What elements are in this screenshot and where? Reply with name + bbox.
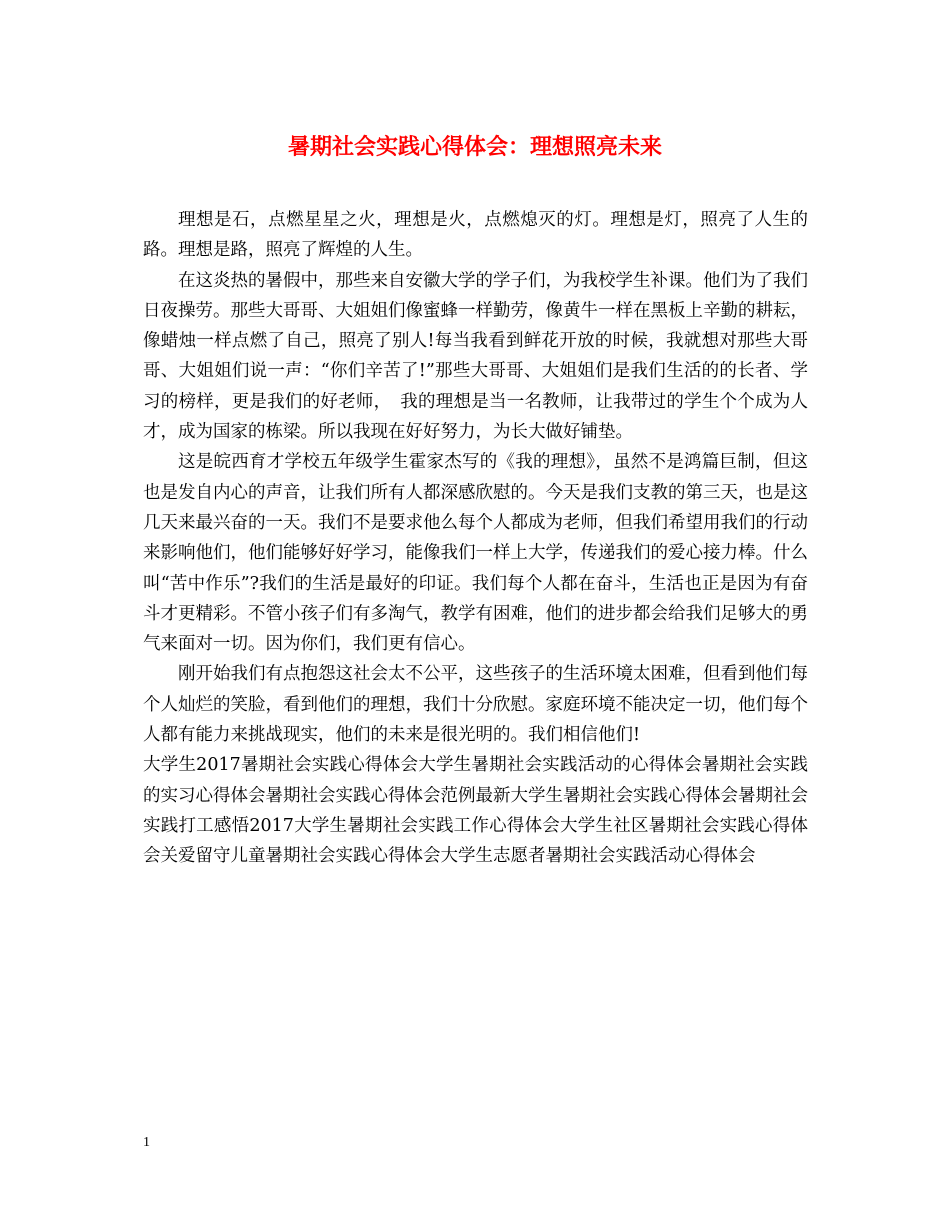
related-links-text: 大学生2017暑期社会实践心得体会大学生暑期社会实践活动的心得体会暑期社会实践的实习心得体会暑期社会实践心得体会范例最新大学生暑期社会实践心得体会暑期社会实践打工感悟2017大学生暑期社会实践工作心得体会大学生社区暑期社会实践心得体会关爱留守儿童暑期社会实践心得体会大学生志愿者暑期社会实践活动心得体会 [143, 755, 808, 867]
paragraph-2: 在这炎热的暑假中，那些来自安徽大学的学子们，为我校学生补课。他们为了我们日夜操劳。那些大哥哥、大姐姐们像蜜蜂一样勤劳，像黄牛一样在黑板上辛勤的耕耘，像蜡烛一样点燃了自己，照亮了别人!每当我看到鲜花开放的时候，我就想对那些大哥哥、大姐姐们说一声：“你们辛苦了!”那些大哥哥、大姐姐们是我们生活的的长者、学习的榜样，更是我们的好老师， 我的理想是当一名教师，让我带过的学生个个成为人才，成为国家的栋梁。所以我现在好好努力，为长大做好铺垫。 [143, 270, 808, 443]
page-number: 1 [143, 1135, 150, 1150]
document-body [143, 205, 808, 872]
paragraph-3: 这是皖西育才学校五年级学生霍家杰写的《我的理想》，虽然不是鸿篇巨制，但这也是发自内心的声音，让我们所有人都深感欣慰的。今天是我们支教的第三天，也是这几天来最兴奋的一天。我们不是要求他么每个人都成为老师，但我们希望用我们的行动来影响他们，他们能够好好学习，能像我们一样上大学，传递我们的爱心接力棒。什么叫“苦中作乐”?我们的生活是最好的印证。我们每个人都在奋斗，生活也正是因为有奋斗才更精彩。不管小孩子们有多淘气，教学有困难，他们的进步都会给我们足够大的勇气来面对一切。因为你们，我们更有信心。 [143, 452, 808, 655]
paragraph-4: 刚开始我们有点抱怨这社会太不公平，这些孩子的生活环境太困难，但看到他们每个人灿烂的笑脸，看到他们的理想，我们十分欣慰。家庭环境不能决定一切，他们每个人都有能力来挑战现实，他们的未来是很光明的。我们相信他们! [143, 664, 808, 746]
document-title: 暑期社会实践心得体会：理想照亮未来 [287, 134, 662, 160]
paragraph-1: 理想是石，点燃星星之火，理想是火，点燃熄灭的灯。理想是灯，照亮了人生的路。理想是路，照亮了辉煌的人生。 [143, 210, 808, 261]
